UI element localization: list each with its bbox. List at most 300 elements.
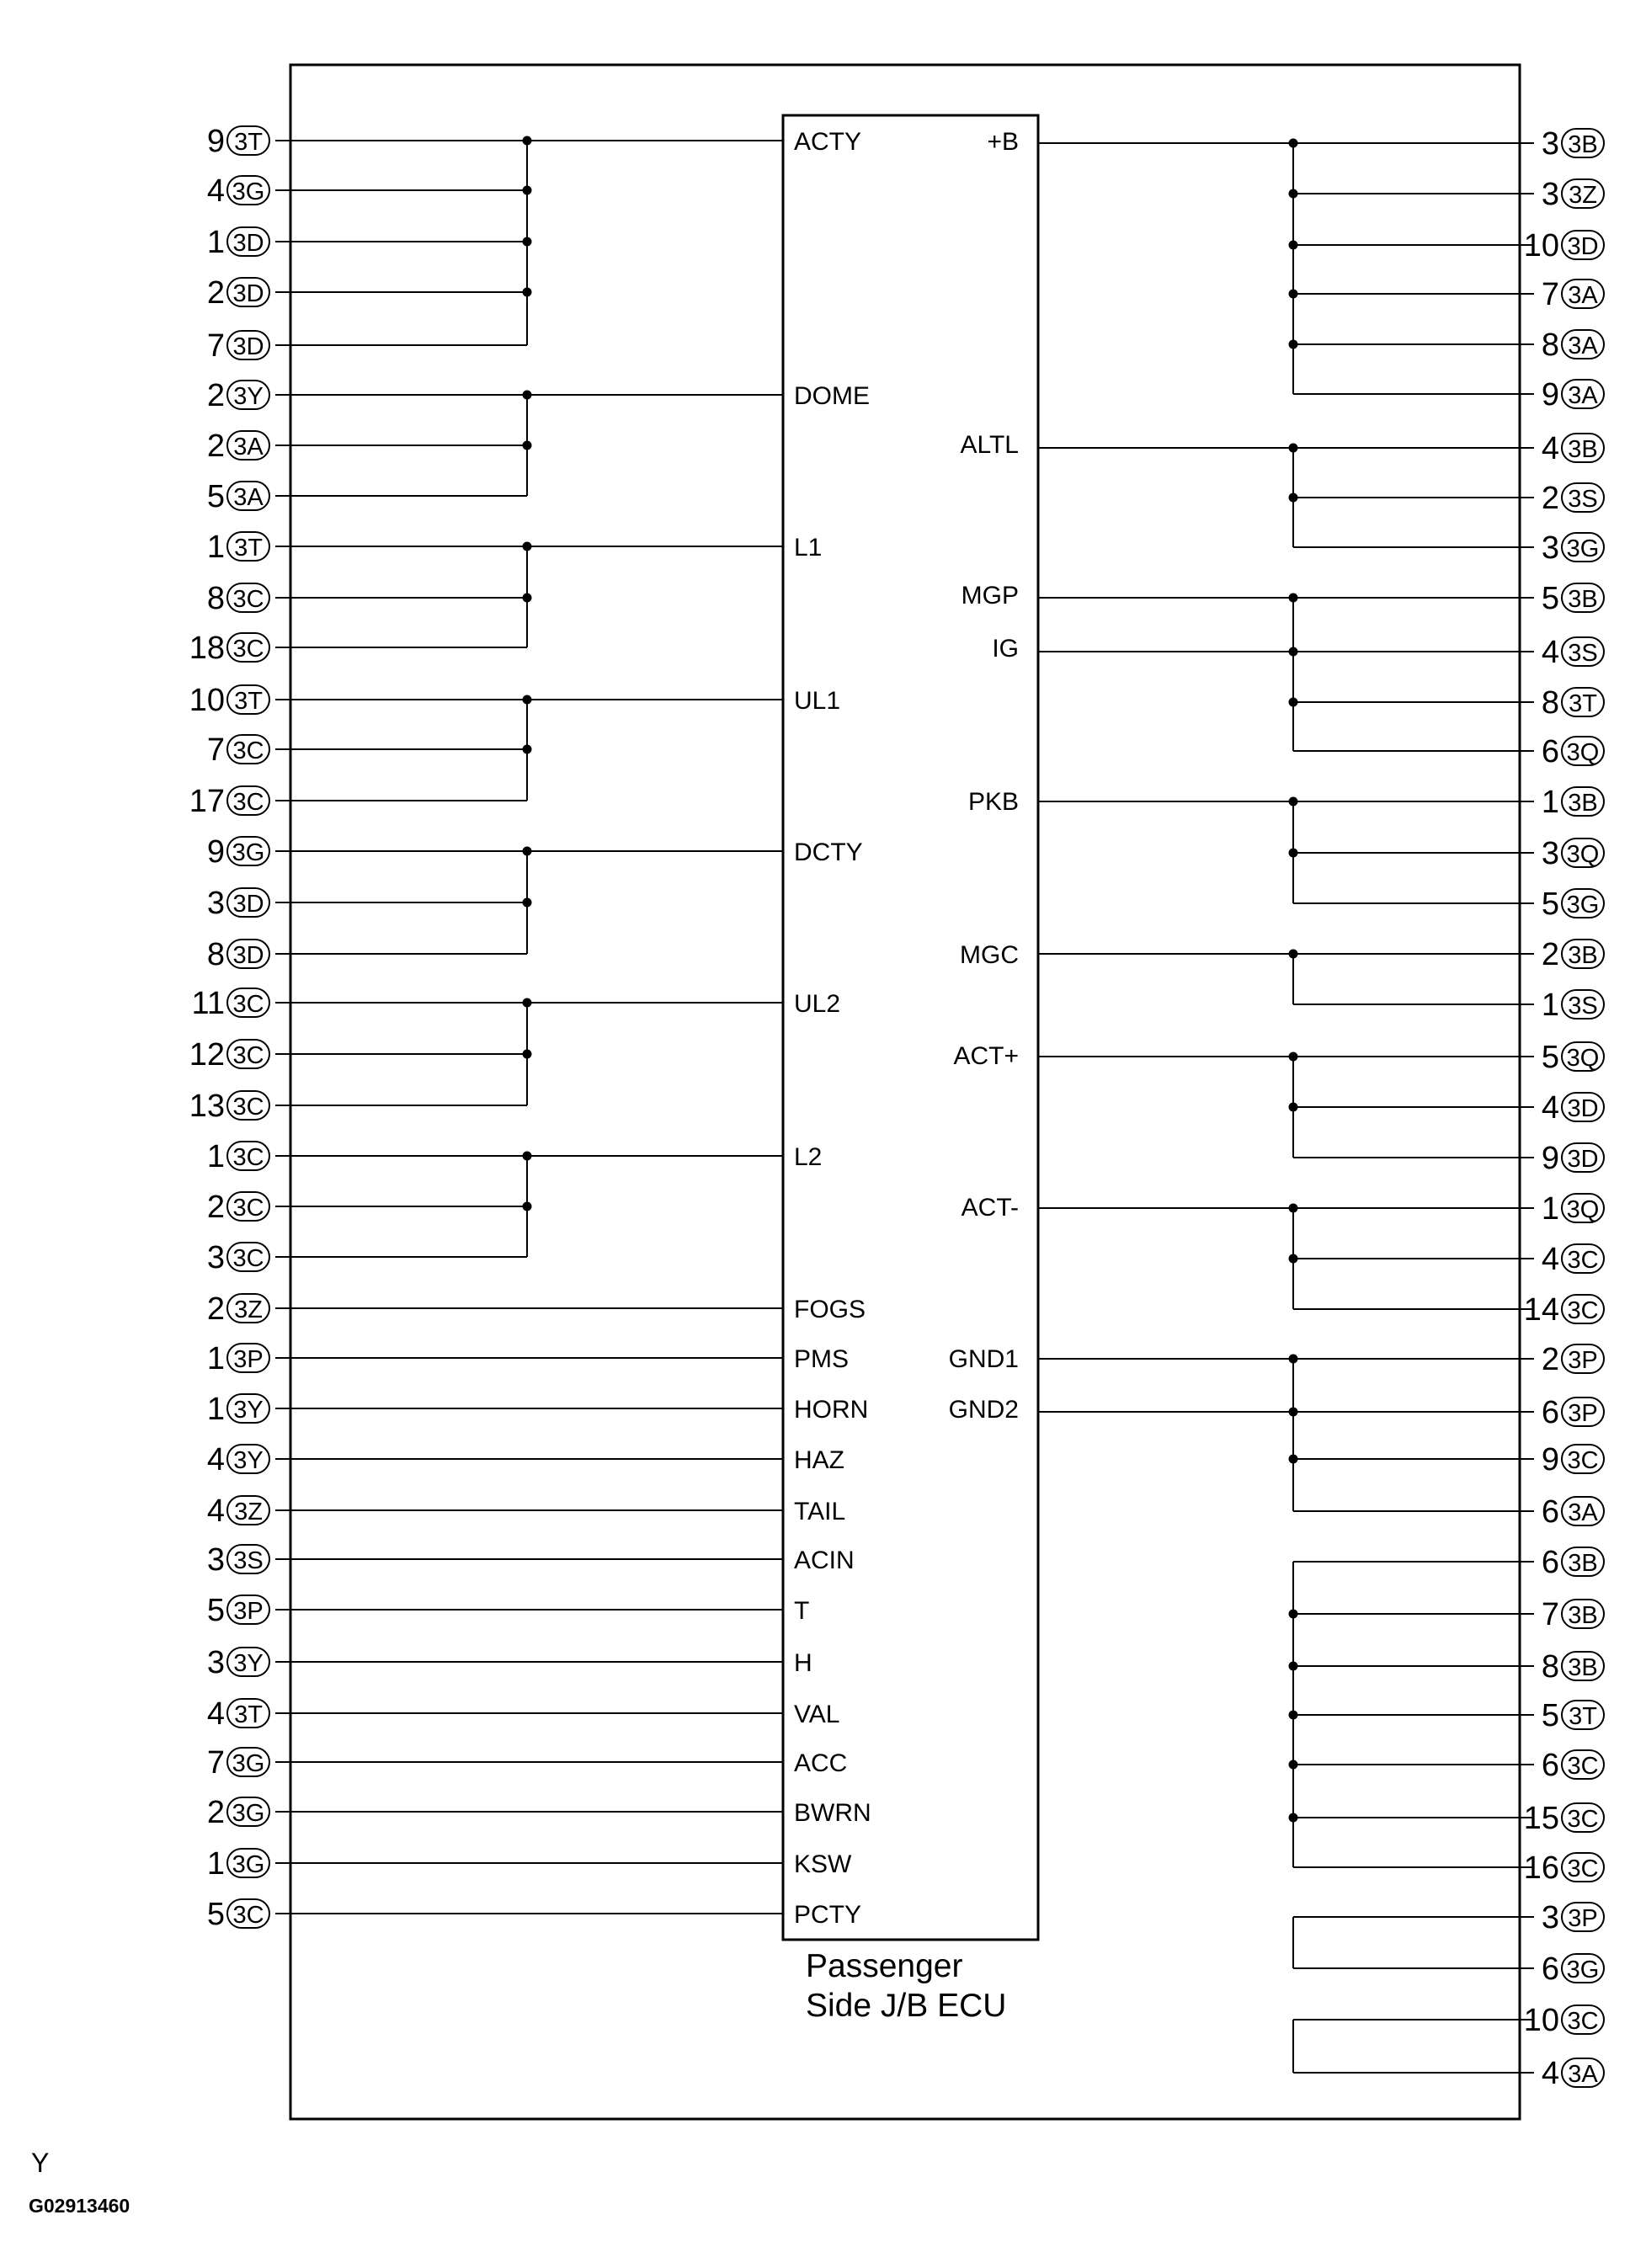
signal-tail: TAIL xyxy=(794,1498,846,1525)
connector-pin xyxy=(192,986,269,1021)
connector-pin xyxy=(207,1341,269,1376)
connector-code: 3C xyxy=(1567,1806,1599,1833)
connector-code: 3C xyxy=(1567,1753,1599,1780)
connector-code: 3C xyxy=(232,1144,264,1171)
connector-pin xyxy=(1542,2056,1604,2091)
connector-code: 3T xyxy=(234,688,263,715)
pin-number: 2 xyxy=(1541,1342,1559,1377)
signal-dcty: DCTY xyxy=(794,839,863,866)
connector-pin xyxy=(1542,1090,1604,1126)
pin-number: 16 xyxy=(1523,1850,1559,1886)
pin-number: 10 xyxy=(1523,228,1559,264)
connector-pin xyxy=(207,1696,269,1732)
junction-dot xyxy=(1289,950,1298,959)
connector-code: 3Q xyxy=(1566,1045,1600,1072)
junction-dot xyxy=(1289,444,1298,453)
signal-h: H xyxy=(794,1649,812,1677)
pin-number: 17 xyxy=(189,784,225,819)
connector-pin xyxy=(207,479,269,514)
connector-code: 3C xyxy=(232,991,264,1018)
connector-code: 3Q xyxy=(1566,1196,1600,1223)
pin-number: 10 xyxy=(189,683,225,718)
footer-letter: Y xyxy=(31,2148,50,2178)
connector-pin xyxy=(1542,277,1604,312)
pin-number: 2 xyxy=(206,1795,225,1830)
signal-gnd2: GND2 xyxy=(948,1396,1019,1424)
connector-code: 3T xyxy=(1569,1703,1597,1730)
junction-dot xyxy=(1289,1711,1298,1720)
pin-number: 2 xyxy=(206,275,225,311)
connector-pin xyxy=(1524,1292,1604,1328)
pin-number: 7 xyxy=(1541,1597,1559,1632)
signal-acty: ACTY xyxy=(794,128,862,156)
pin-number: 5 xyxy=(1541,886,1559,922)
connector-code: 3T xyxy=(1569,690,1597,717)
connector-code: 3C xyxy=(232,1042,264,1069)
connector-code: 3D xyxy=(232,230,264,257)
connector-code: 3C xyxy=(232,1094,264,1121)
junction-dot xyxy=(523,594,532,603)
connector-pin xyxy=(1542,734,1604,769)
pin-number: 3 xyxy=(206,886,225,921)
connector-pin xyxy=(207,1291,269,1327)
signal-acin: ACIN xyxy=(794,1547,855,1574)
signal-horn: HORN xyxy=(794,1396,869,1424)
connector-code: 3D xyxy=(232,942,264,969)
connector-pin xyxy=(207,1846,269,1882)
signal-val: VAL xyxy=(794,1701,840,1728)
connector-code: 3T xyxy=(234,129,263,156)
signal-bwrn: BWRN xyxy=(794,1799,871,1827)
connector-code: 3C xyxy=(1567,1447,1599,1474)
pin-number: 5 xyxy=(206,1897,225,1932)
connector-code: 3C xyxy=(232,789,264,816)
connector-pin xyxy=(1542,988,1604,1023)
connector-pin xyxy=(207,1240,269,1275)
signal-fogs: FOGS xyxy=(794,1296,866,1323)
junction-dot xyxy=(1289,1052,1298,1062)
connector-code: 3P xyxy=(233,1598,264,1625)
connector-pin xyxy=(1542,126,1604,162)
pin-number: 8 xyxy=(206,937,225,972)
junction-dot xyxy=(523,998,532,1008)
wires xyxy=(275,136,1534,2074)
connector-pin xyxy=(1542,1494,1604,1530)
pin-number: 2 xyxy=(206,378,225,413)
signal-altl: ALTL xyxy=(960,431,1019,459)
connector-code: 3C xyxy=(232,636,264,663)
connector-pin xyxy=(1542,431,1604,466)
pin-number: 3 xyxy=(1541,530,1559,566)
connector-pin xyxy=(1542,1442,1604,1477)
ecu-label-line1: Passenger xyxy=(806,1948,963,1984)
connector-code: 3C xyxy=(1567,2008,1599,2035)
signal-acc: ACC xyxy=(794,1749,848,1777)
connector-pin xyxy=(1542,1040,1604,1075)
pin-number: 5 xyxy=(1541,1698,1559,1733)
connector-pin xyxy=(1542,635,1604,670)
connector-pin xyxy=(207,1897,269,1932)
signal-actminus: ACT- xyxy=(961,1194,1019,1222)
junction-dot xyxy=(1289,241,1298,250)
connector-code: 3Y xyxy=(233,1447,264,1474)
pin-number: 3 xyxy=(1541,177,1559,212)
junction-dot xyxy=(1289,1204,1298,1213)
pin-number: 3 xyxy=(1541,126,1559,162)
signal-ig: IG xyxy=(992,635,1019,663)
connector-pin xyxy=(1542,377,1604,413)
connector-code: 3C xyxy=(232,1195,264,1222)
signal-actplus: ACT+ xyxy=(953,1042,1019,1070)
connector-pin xyxy=(1542,581,1604,616)
pin-number: 14 xyxy=(1523,1292,1559,1328)
pin-number: 2 xyxy=(1541,481,1559,516)
junction-dot xyxy=(1289,340,1298,349)
pin-number: 1 xyxy=(206,1392,225,1427)
connector-code: 3G xyxy=(1566,892,1600,918)
connector-pin xyxy=(1524,1850,1604,1886)
connector-pin xyxy=(207,1795,269,1830)
connector-pin xyxy=(207,328,269,364)
connector-code: 3C xyxy=(1567,1247,1599,1274)
connector-code: 3C xyxy=(1567,1297,1599,1324)
pin-number: 5 xyxy=(206,1593,225,1628)
junction-dot xyxy=(523,391,532,400)
junction-dot xyxy=(1289,1760,1298,1770)
connector-pin xyxy=(1542,1649,1604,1685)
pin-number: 6 xyxy=(1541,734,1559,769)
junction-dot xyxy=(1289,1408,1298,1417)
junction-dot xyxy=(523,136,532,146)
connector-pin xyxy=(207,1745,269,1781)
connector-code: 3B xyxy=(1568,790,1598,817)
connector-code: 3Y xyxy=(233,1650,264,1677)
connector-code: 3B xyxy=(1568,942,1598,969)
pin-number: 4 xyxy=(1541,635,1559,670)
pin-number: 3 xyxy=(1541,1900,1559,1935)
connector-code: 3P xyxy=(1568,1347,1598,1374)
pin-number: 13 xyxy=(189,1089,225,1124)
pin-number: 6 xyxy=(1541,1951,1559,1987)
connector-pin xyxy=(1524,1801,1604,1836)
connector-code: 3S xyxy=(233,1547,264,1574)
connector-pin xyxy=(189,683,269,718)
connector-code: 3A xyxy=(233,434,264,461)
pin-number: 4 xyxy=(206,1696,225,1732)
junction-dot xyxy=(523,847,532,856)
connector-code: 3S xyxy=(1568,993,1598,1020)
signal-ul2: UL2 xyxy=(794,990,841,1018)
signal-pms: PMS xyxy=(794,1345,850,1373)
signal-mgc: MGC xyxy=(960,941,1019,969)
connector-code: 3P xyxy=(233,1346,264,1373)
connector-code: 3D xyxy=(232,333,264,360)
pin-number: 1 xyxy=(206,530,225,565)
pin-number: 10 xyxy=(1523,2003,1559,2038)
connector-pin xyxy=(207,1542,269,1578)
pin-number: 7 xyxy=(206,1745,225,1781)
connector-code: 3C xyxy=(1567,1855,1599,1882)
connector-code: 3D xyxy=(232,280,264,307)
connector-pin xyxy=(1542,685,1604,721)
pin-number: 12 xyxy=(189,1037,225,1073)
connector-pin xyxy=(1542,1242,1604,1277)
junction-dot xyxy=(1289,1455,1298,1464)
connector-code: 3Q xyxy=(1566,739,1600,766)
pin-number: 1 xyxy=(1541,1191,1559,1227)
junction-dot xyxy=(523,542,532,551)
connector-pin xyxy=(1542,1545,1604,1580)
pin-number: 11 xyxy=(191,986,225,1021)
connector-code: 3G xyxy=(1566,535,1600,562)
signal-gnd1: GND1 xyxy=(948,1345,1019,1373)
connector-pin xyxy=(207,834,269,870)
pin-number: 5 xyxy=(1541,581,1559,616)
junction-dot xyxy=(1289,698,1298,707)
pin-number: 6 xyxy=(1541,1748,1559,1783)
connector-pin xyxy=(207,173,269,209)
pin-number: 3 xyxy=(206,1645,225,1680)
pin-number: 8 xyxy=(206,581,225,616)
ecu-label-line2: Side J/B ECU xyxy=(806,1988,1007,2024)
junction-dot xyxy=(523,288,532,297)
connector-pin xyxy=(1542,177,1604,212)
connector-pin xyxy=(207,1392,269,1427)
connector-pin xyxy=(1542,530,1604,566)
connector-pin xyxy=(189,1089,269,1124)
connector-pin xyxy=(189,784,269,819)
connector-pin xyxy=(1542,886,1604,922)
signal-l1: L1 xyxy=(794,534,823,562)
junction-dot xyxy=(1289,849,1298,858)
pin-number: 9 xyxy=(1541,1442,1559,1477)
signal-plusb: +B xyxy=(987,128,1019,156)
pin-number: 1 xyxy=(206,1341,225,1376)
connector-pin xyxy=(189,631,269,666)
connector-pin xyxy=(207,429,269,464)
junction-dot xyxy=(1289,189,1298,199)
pin-number: 7 xyxy=(206,328,225,364)
pin-number: 4 xyxy=(1541,1090,1559,1126)
junction-dot xyxy=(523,186,532,195)
pin-number: 1 xyxy=(206,1846,225,1882)
connector-code: 3A xyxy=(1568,1499,1598,1526)
junction-dot xyxy=(1289,1103,1298,1112)
connector-code: 3B xyxy=(1568,131,1598,158)
connector-code: 3S xyxy=(1568,486,1598,513)
connector-pin xyxy=(207,530,269,565)
connector-code: 3B xyxy=(1568,1654,1598,1681)
connector-pin xyxy=(1524,2003,1604,2038)
connector-code: 3A xyxy=(1568,382,1598,409)
pin-number: 2 xyxy=(206,1291,225,1327)
junction-dot xyxy=(523,898,532,908)
pin-number: 8 xyxy=(1541,327,1559,363)
connector-pin xyxy=(207,732,269,768)
connector-code: 3P xyxy=(1568,1905,1598,1932)
connector-pin xyxy=(1542,1141,1604,1176)
signal-t: T xyxy=(794,1597,810,1625)
connector-code: 3G xyxy=(232,839,265,866)
connector-pin xyxy=(1542,1951,1604,1987)
connector-pin xyxy=(1524,228,1604,264)
junction-dot xyxy=(523,745,532,754)
signal-pcty: PCTY xyxy=(794,1901,862,1929)
connector-pin xyxy=(1542,937,1604,972)
pin-number: 5 xyxy=(206,479,225,514)
connector-code: 3D xyxy=(1567,1095,1599,1122)
connector-code: 3A xyxy=(1568,282,1598,309)
pin-number: 1 xyxy=(206,1139,225,1174)
junction-dot xyxy=(523,695,532,705)
pin-number: 2 xyxy=(1541,937,1559,972)
connector-code: 3A xyxy=(1568,2061,1598,2088)
connector-pin xyxy=(189,1037,269,1073)
signal-ul1: UL1 xyxy=(794,687,841,715)
connector-code: 3G xyxy=(232,1851,265,1878)
connector-code: 3B xyxy=(1568,586,1598,613)
pin-number: 4 xyxy=(206,1442,225,1477)
junction-dot xyxy=(1289,1813,1298,1823)
connector-code: 3Q xyxy=(1566,841,1600,868)
pin-number: 4 xyxy=(1541,431,1559,466)
connector-pin xyxy=(207,1442,269,1477)
pin-number: 3 xyxy=(206,1240,225,1275)
connector-code: 3Z xyxy=(1569,182,1597,209)
connector-code: 3Y xyxy=(233,383,264,410)
connector-pin xyxy=(207,1645,269,1680)
signal-l2: L2 xyxy=(794,1143,823,1171)
connector-code: 3G xyxy=(232,178,265,205)
pin-number: 2 xyxy=(206,1190,225,1225)
pin-number: 4 xyxy=(206,173,225,209)
right-connector-pins xyxy=(1524,126,1604,2091)
signal-pkb: PKB xyxy=(967,788,1019,816)
connector-code: 3Z xyxy=(234,1499,263,1525)
connector-code: 3Z xyxy=(234,1296,263,1323)
pin-number: 9 xyxy=(1541,1141,1559,1176)
pin-number: 1 xyxy=(1541,785,1559,820)
junction-dot xyxy=(1289,139,1298,148)
connector-code: 3Y xyxy=(233,1397,264,1424)
connector-pin xyxy=(207,886,269,921)
connector-pin xyxy=(1542,1900,1604,1935)
junction-dot xyxy=(523,1050,532,1059)
signal-ksw: KSW xyxy=(794,1850,852,1878)
signal-dome: DOME xyxy=(794,382,870,410)
junction-dot xyxy=(1289,1662,1298,1671)
connector-pin xyxy=(1542,1597,1604,1632)
connector-pin xyxy=(207,1190,269,1225)
pin-number: 4 xyxy=(206,1493,225,1529)
connector-code: 3T xyxy=(234,535,263,562)
footer-code: G02913460 xyxy=(29,2195,131,2217)
ecu-signal-labels xyxy=(794,128,1019,1929)
connector-code: 3A xyxy=(1568,333,1598,359)
connector-pin xyxy=(207,275,269,311)
connector-pin xyxy=(1542,481,1604,516)
pin-number: 6 xyxy=(1541,1395,1559,1430)
junction-dot xyxy=(1289,647,1298,657)
pin-number: 4 xyxy=(1541,1242,1559,1277)
pin-number: 3 xyxy=(206,1542,225,1578)
connector-pin xyxy=(207,581,269,616)
pin-number: 8 xyxy=(1541,685,1559,721)
junction-dot xyxy=(523,1202,532,1211)
junction-dot xyxy=(523,441,532,450)
pin-number: 9 xyxy=(206,834,225,870)
connector-pin xyxy=(207,1593,269,1628)
connector-code: 3C xyxy=(232,1902,264,1929)
pin-number: 18 xyxy=(189,631,225,666)
connector-pin xyxy=(207,1139,269,1174)
connector-code: 3D xyxy=(232,891,264,918)
pin-number: 1 xyxy=(206,225,225,260)
junction-dot xyxy=(1289,1610,1298,1619)
connector-code: 3P xyxy=(1568,1400,1598,1427)
signal-haz: HAZ xyxy=(794,1446,844,1474)
connector-pin xyxy=(1542,1748,1604,1783)
connector-code: 3G xyxy=(1566,1957,1600,1983)
connector-pin xyxy=(207,378,269,413)
pin-number: 15 xyxy=(1523,1801,1559,1836)
pin-number: 6 xyxy=(1541,1545,1559,1580)
connector-pin xyxy=(207,124,269,159)
connector-code: 3B xyxy=(1568,1602,1598,1629)
connector-code: 3A xyxy=(233,484,264,511)
connector-code: 3C xyxy=(232,1245,264,1272)
connector-pin xyxy=(1542,1395,1604,1430)
pin-number: 6 xyxy=(1541,1494,1559,1530)
connector-code: 3T xyxy=(234,1701,263,1728)
connector-code: 3S xyxy=(1568,640,1598,667)
pin-number: 7 xyxy=(1541,277,1559,312)
signal-mgp: MGP xyxy=(961,582,1019,610)
junction-dot xyxy=(1289,493,1298,503)
pin-number: 8 xyxy=(1541,1649,1559,1685)
connector-pin xyxy=(207,1493,269,1529)
pin-number: 2 xyxy=(206,429,225,464)
connector-code: 3B xyxy=(1568,1550,1598,1577)
junction-dot xyxy=(1289,797,1298,807)
connector-pin xyxy=(1542,1342,1604,1377)
connector-code: 3B xyxy=(1568,436,1598,463)
connector-pin xyxy=(1542,785,1604,820)
pin-number: 9 xyxy=(1541,377,1559,413)
pin-number: 4 xyxy=(1541,2056,1559,2091)
connector-pin xyxy=(1542,1191,1604,1227)
pin-number: 7 xyxy=(206,732,225,768)
connector-pin xyxy=(1542,327,1604,363)
pin-number: 1 xyxy=(1541,988,1559,1023)
connector-pin xyxy=(207,225,269,260)
connector-code: 3C xyxy=(232,737,264,764)
connector-code: 3G xyxy=(232,1750,265,1777)
connector-pin xyxy=(1542,1698,1604,1733)
connector-pin xyxy=(207,937,269,972)
left-connector-pins xyxy=(189,124,269,1932)
pin-number: 9 xyxy=(206,124,225,159)
pin-number: 5 xyxy=(1541,1040,1559,1075)
junction-dot xyxy=(1289,1355,1298,1364)
pin-number: 3 xyxy=(1541,836,1559,871)
junction-dot xyxy=(1289,594,1298,603)
connector-code: 3C xyxy=(232,586,264,613)
connector-code: 3G xyxy=(232,1800,265,1827)
connector-pin xyxy=(1542,836,1604,871)
junction-dot xyxy=(523,237,532,247)
connector-code: 3D xyxy=(1567,233,1599,260)
